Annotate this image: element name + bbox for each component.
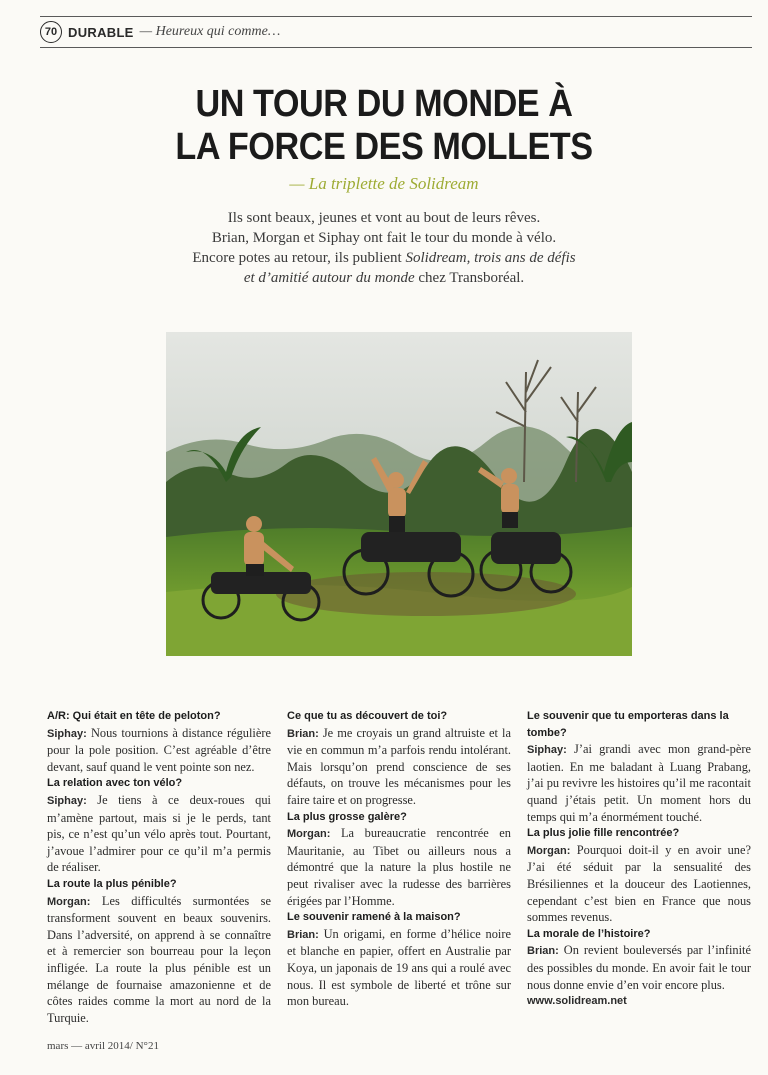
article-photo <box>166 332 632 656</box>
answer-speaker: Siphay: <box>47 794 87 807</box>
question-4: Ce que tu as découvert de toi? <box>287 710 448 722</box>
answer-text: Un origami, en forme d’hélice noire et blanche en papier, offert en Australie par Koya, un japonais de 19 ans qui a roulé avec nous. Il est symbole de liberté et trône sur mon bureau. <box>287 926 511 1009</box>
question-7: Le souvenir que tu emporteras dans la tombe? <box>527 710 729 739</box>
answer-4 <box>287 725 511 809</box>
cyclists-jungle-photo <box>166 332 632 656</box>
intro-line-2: Brian, Morgan et Siphay ont fait le tour du monde à vélo. <box>211 230 557 246</box>
title-line-1: UN TOUR DU MONDE À <box>195 83 573 125</box>
question-1: A/R: Qui était en tête de peloton? <box>47 710 221 722</box>
answer-8 <box>527 842 751 926</box>
answer-text: On revient bouleversés par l’infinité des possibles du monde. En avoir fait le tour nous donne envie d’en voir encore plus. <box>527 943 751 992</box>
answer-text: Je me croyais un grand altruiste et la vie en commun m’a parfois rendu intolérant. Mais lorsqu’on prend conscience de ses défauts, on trouve les mécanismes pour les faire taire et on progresse. <box>287 725 511 807</box>
answer-speaker: Morgan: <box>287 828 331 841</box>
answer-text: Les difficultés surmontées se transforment souvent en beaux souvenirs. Dans l’adversité, on apprend à se connaître et à remercier son bourreau pour la leçon infligée. La route la plus pénible est un mélange de fournaise amazonienne et de côtes raides comme la mort au nord de la Turquie. <box>47 893 271 1025</box>
title-line-2: LA FORCE DES MOLLETS <box>175 126 593 168</box>
answer-7 <box>527 741 751 825</box>
answer-2 <box>47 792 271 876</box>
article-intro <box>130 208 638 288</box>
page-number-badge: 70 <box>40 21 62 43</box>
article-kicker: — La triplette de Solidream <box>289 174 479 193</box>
intro-publisher: chez Transboréal. <box>414 270 525 286</box>
column-2 <box>287 708 511 1026</box>
question-3: La route la plus pénible? <box>47 877 177 890</box>
answer-speaker: Brian: <box>287 928 319 941</box>
column-3 <box>527 708 751 1026</box>
question-5: La plus grosse galère? <box>287 810 407 823</box>
intro-line-1: Ils sont beaux, jeunes et vont au bout de leurs rêves. <box>227 210 541 226</box>
answer-text: J’ai grandi avec mon grand-père laotien. En me baladant à Luang Prabang, j’ai pu revivre les histoires qu’il me racontait quand j’étais petit. Un moment hors du temps qui m’a énormément touché. <box>527 742 751 824</box>
book-subtitle: et d’amitié autour du monde <box>243 270 415 286</box>
answer-speaker: Morgan: <box>527 844 571 857</box>
answer-speaker: Brian: <box>527 945 559 958</box>
question-2: La relation avec ton vélo? <box>47 777 183 790</box>
intro-line-3 <box>130 248 638 268</box>
issue-footer: mars — avril 2014/ N°21 <box>47 1040 159 1052</box>
question-6: Le souvenir ramené à la maison? <box>287 911 461 924</box>
answer-speaker: Morgan: <box>47 895 91 908</box>
question-9: La morale de l’histoire? <box>527 927 651 940</box>
answer-text: Pourquoi doit-il y en avoir une? J’ai été séduit par la sensualité des Brésiliennes et la douceur des Laotiennes, cependant c’est bien en France que nous sommes revenus. <box>527 842 751 925</box>
website-link[interactable]: www.solidream.net <box>527 995 627 1008</box>
question-8: La plus jolie fille rencontrée? <box>527 827 680 840</box>
header-rule-top <box>40 16 752 17</box>
header-rule-bottom <box>40 47 752 48</box>
answer-1 <box>47 725 271 776</box>
answer-speaker: Siphay: <box>47 727 87 740</box>
book-title: Solidream, trois ans de défis <box>405 250 576 266</box>
column-1 <box>47 708 271 1026</box>
section-name: DURABLE <box>68 24 134 40</box>
article-title <box>38 83 729 169</box>
running-header <box>40 21 280 43</box>
answer-9 <box>527 942 751 993</box>
answer-text: Nous tournions à distance régulière pour la pole position. C’est agréable d’être devant, sauf quand le vent pointe son nez. <box>47 725 271 774</box>
answer-text: Je tiens à ce deux-roues qui m’amène partout, mais si je le perds, tant pis, ce n’est qu’un vélo après tout. Pourtant, j’avoue l’admirer pour ce qu’il m’a permis de réaliser. <box>47 792 271 875</box>
answer-3 <box>47 893 271 1027</box>
intro-line-4 <box>130 268 638 288</box>
subsection-name: — Heureux qui comme… <box>139 24 281 39</box>
answer-speaker: Brian: <box>287 727 319 740</box>
answer-speaker: Siphay: <box>527 744 567 757</box>
answer-text: La bureaucratie rencontrée en Mauritanie, au Tibet ou ailleurs nous a démontré que la nature la plus hostile ne peut rivaliser avec la rudesse des barrières érigées par l’Homme. <box>287 826 511 908</box>
intro-text: Encore potes au retour, ils publient <box>192 250 406 266</box>
answer-6 <box>287 926 511 1010</box>
answer-5 <box>287 825 511 909</box>
interview-columns <box>47 708 751 1026</box>
